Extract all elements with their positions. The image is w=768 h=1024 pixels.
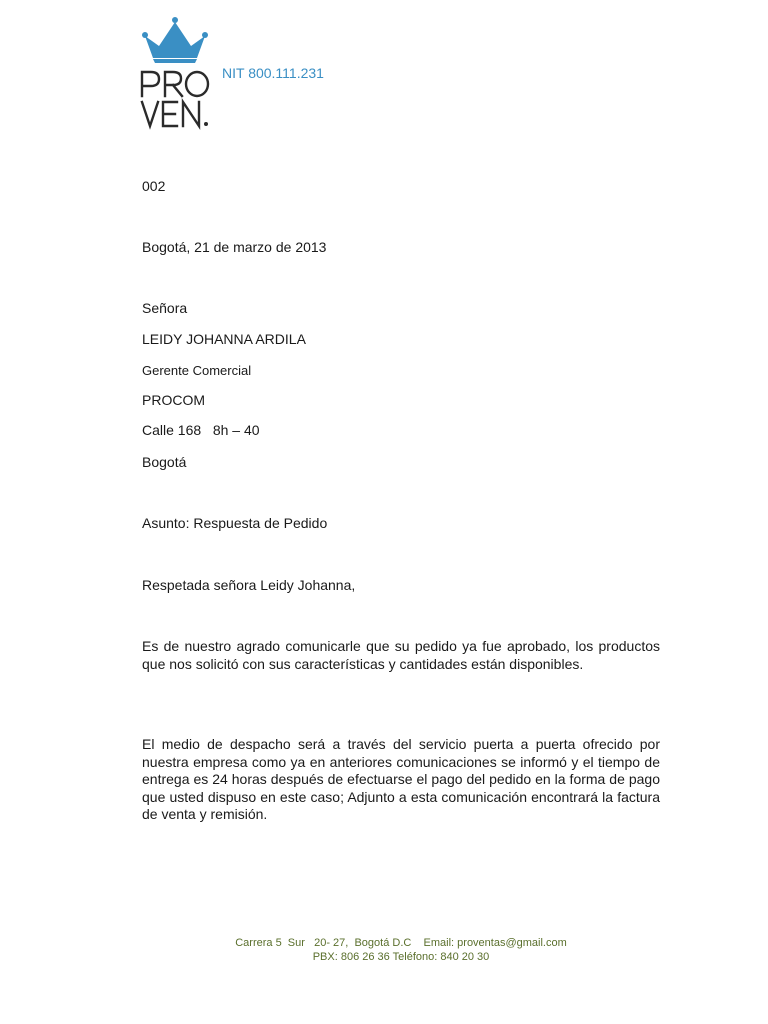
footer-address-email: Carrera 5 Sur 20- 27, Bogotá D.C Email: proventas@gmail.com: [235, 937, 567, 949]
salutation-title: Señora: [142, 300, 188, 316]
recipient-company: PROCOM: [142, 392, 205, 408]
subject-line: Asunto: Respuesta de Pedido: [142, 515, 328, 531]
place-date: Bogotá, 21 de marzo de 2013: [142, 239, 327, 255]
footer-phones: PBX: 806 26 36 Teléfono: 840 20 30: [312, 951, 490, 963]
nit-number: NIT 800.111.231: [222, 65, 324, 81]
body-paragraph-2: El medio de despacho será a través del servicio puerta a puerta ofrecido por nuestra empresa como ya en anteriores comunicaciones se informó y el tiempo de entrega es 24 horas después de efectuarse el pago del pedido en la forma de pago que usted dispuso en este caso; Adjunto a esta comunicación encontrará la factura de venta y remisión.: [142, 736, 660, 822]
greeting: Respetada señora Leidy Johanna,: [142, 577, 356, 593]
recipient-address: Calle 168 8h – 40: [142, 422, 260, 438]
recipient-position: Gerente Comercial: [142, 363, 252, 378]
recipient-city: Bogotá: [142, 454, 187, 470]
reference-number: 002: [142, 178, 166, 194]
body-paragraph-1: Es de nuestro agrado comunicarle que su pedido ya fue aprobado, los productos que nos solicitó con sus características y cantidades están disponibles.: [142, 638, 660, 672]
footer-contact: [0, 936, 768, 964]
crown-icon: [142, 17, 208, 63]
logo-wordmark: [142, 72, 208, 126]
proven-logo: [139, 16, 211, 130]
recipient-name: LEIDY JOHANNA ARDILA: [142, 331, 306, 347]
